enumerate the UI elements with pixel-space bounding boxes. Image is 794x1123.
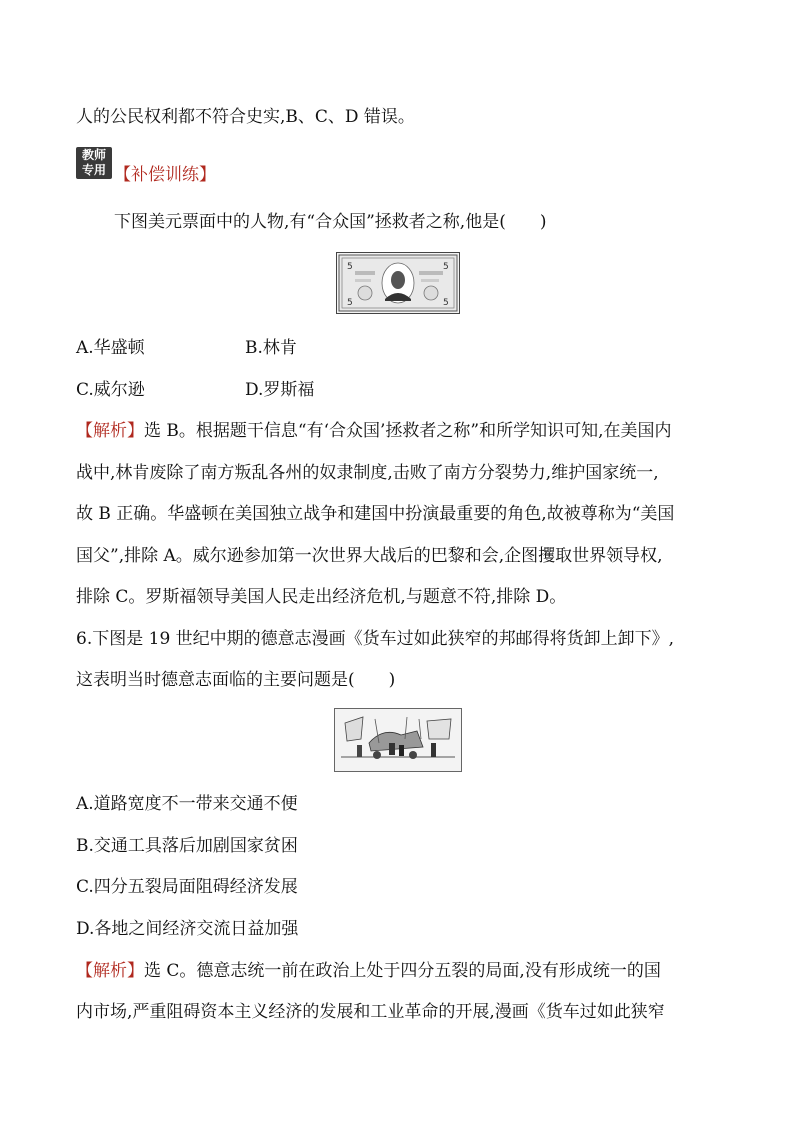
badge-line2: 专用 bbox=[81, 163, 106, 177]
teacher-badge bbox=[76, 147, 112, 179]
svg-text:5: 5 bbox=[443, 262, 449, 272]
five-dollar-bill-image bbox=[336, 252, 460, 314]
q5-analysis-text-1: 选 B。根据题干信息“有‘合众国’拯救者之称”和所学知识可知,在美国内 bbox=[144, 421, 672, 441]
q5-option-c: C.威尔逊 bbox=[76, 380, 145, 400]
cartoon-illustration bbox=[335, 709, 461, 771]
q5-analysis-tag: 【解析】 bbox=[76, 421, 144, 441]
q6-analysis-tag: 【解析】 bbox=[76, 961, 144, 981]
q6-analysis-text-1: 选 C。德意志统一前在政治上处于四分五裂的局面,没有形成统一的国 bbox=[144, 961, 661, 981]
svg-text:5: 5 bbox=[443, 298, 449, 308]
q5-analysis-line-4: 国父”,排除 A。威尔逊参加第一次世界大战后的巴黎和会,企图攫取世界领导权, bbox=[76, 546, 663, 566]
q5-analysis-line-5: 排除 C。罗斯福领导美国人民走出经济危机,与题意不符,排除 D。 bbox=[76, 587, 567, 607]
q6-option-b: B.交通工具落后加剧国家贫困 bbox=[76, 836, 298, 856]
q6-option-d: D.各地之间经济交流日益加强 bbox=[76, 919, 299, 939]
svg-text:5: 5 bbox=[347, 262, 353, 272]
top-line: 人的公民权利都不符合史实,B、C、D 错误。 bbox=[76, 107, 415, 127]
cartoon-image bbox=[334, 708, 462, 772]
q5-analysis-line-1 bbox=[76, 420, 672, 442]
q5-stem: 下图美元票面中的人物,有“合众国”拯救者之称,他是( ) bbox=[114, 212, 547, 232]
q5-option-a: A.华盛顿 bbox=[76, 338, 145, 358]
section-title: 【补偿训练】 bbox=[114, 165, 216, 185]
q5-analysis-line-2: 战中,林肯废除了南方叛乱各州的奴隶制度,击败了南方分裂势力,维护国家统一, bbox=[76, 463, 659, 483]
q6-stem-line-1: 6.下图是 19 世纪中期的德意志漫画《货车过如此狭窄的邦邮得将货卸上卸下》, bbox=[76, 629, 675, 649]
q6-stem-line-2: 这表明当时德意志面临的主要问题是( ) bbox=[76, 670, 396, 690]
q5-analysis-line-3: 故 B 正确。华盛顿在美国独立战争和建国中扮演最重要的角色,故被尊称为“美国 bbox=[76, 504, 675, 524]
q6-option-a: A.道路宽度不一带来交通不便 bbox=[76, 794, 298, 814]
q5-option-d: D.罗斯福 bbox=[245, 380, 315, 400]
q6-analysis-line-1 bbox=[76, 960, 661, 982]
q6-option-c: C.四分五裂局面阻碍经济发展 bbox=[76, 877, 298, 897]
svg-text:5: 5 bbox=[347, 298, 353, 308]
badge-line1: 教师 bbox=[81, 148, 106, 162]
q5-option-b: B.林肯 bbox=[245, 338, 297, 358]
bill-illustration bbox=[337, 253, 459, 313]
q6-analysis-line-2: 内市场,严重阻碍资本主义经济的发展和工业革命的开展,漫画《货车过如此狭窄 bbox=[76, 1002, 665, 1022]
